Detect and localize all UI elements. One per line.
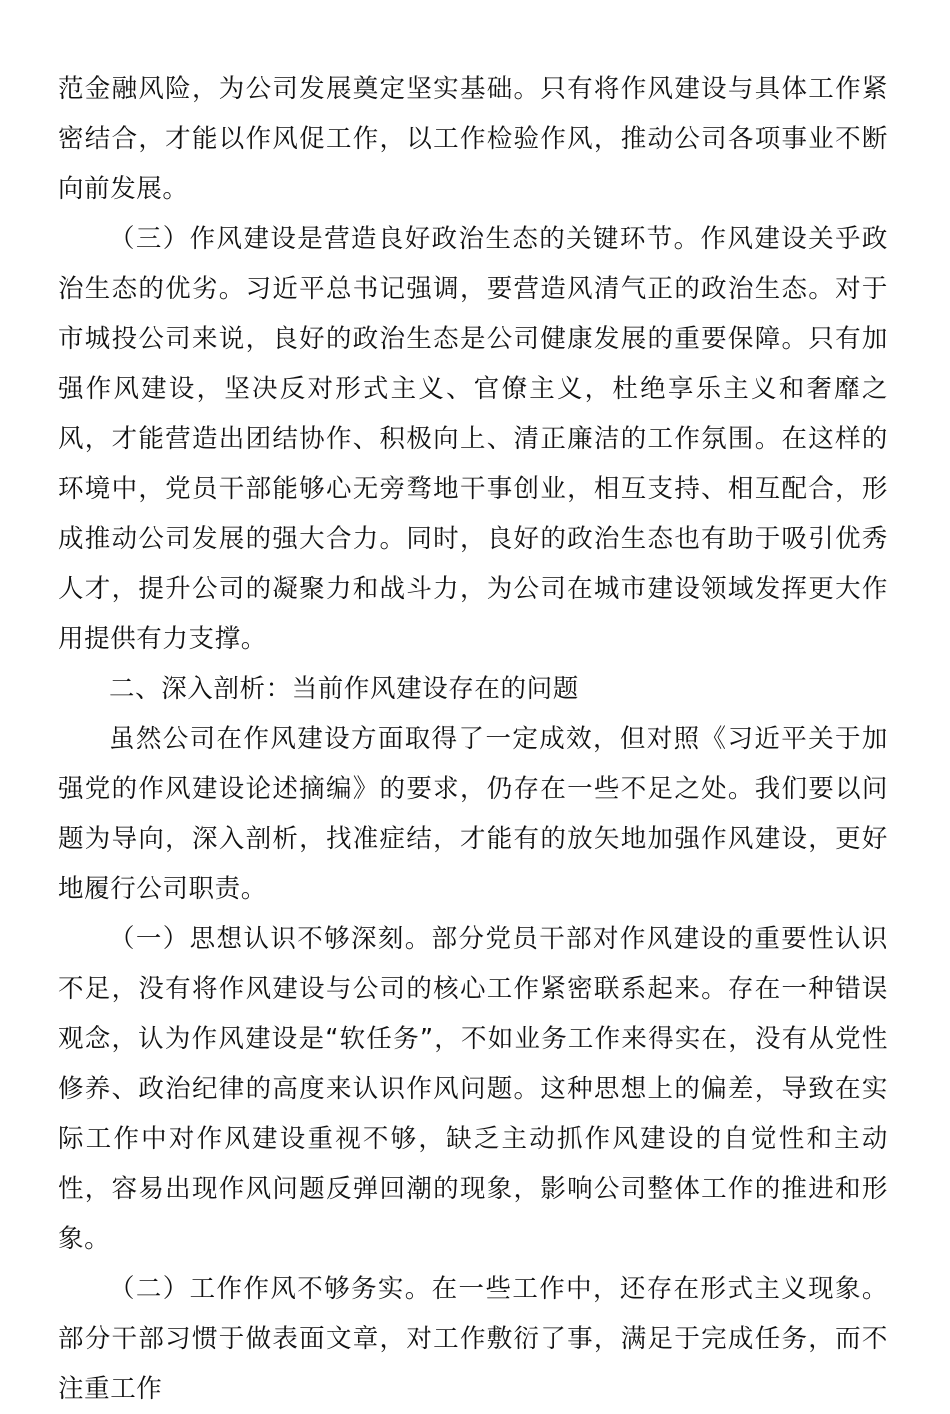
paragraph-intro: 虽然公司在作风建设方面取得了一定成效，但对照《习近平关于加强党的作风建设论述摘编》的要求，仍存在一些不足之处。我们要以问题为导向，深入剖析，找准症结，才能有的放矢地加强作风建设，更好地履行公司职责。 bbox=[58, 724, 888, 904]
document-page bbox=[58, 64, 888, 1414]
paragraph-work-style: （二）工作作风不够务实。在一些工作中，还存在形式主义现象。部分干部习惯于做表面文章，对工作敷衍了事，满足于完成任务，而不注重工作 bbox=[58, 1274, 888, 1404]
paragraph-thinking: （一）思想认识不够深刻。部分党员干部对作风建设的重要性认识不足，没有将作风建设与公司的核心工作紧密联系起来。存在一种错误观念，认为作风建设是“软任务”，不如业务工作来得实在，没有从党性修养、政治纪律的高度来认识作风问题。这种思想上的偏差，导致在实际工作中对作风建设重视不够，缺乏主动抓作风建设的自觉性和主动性，容易出现作风问题反弹回潮的现象，影响公司整体工作的推进和形象。 bbox=[58, 924, 888, 1254]
paragraph-continuation: 范金融风险，为公司发展奠定坚实基础。只有将作风建设与具体工作紧密结合，才能以作风促工作，以工作检验作风，推动公司各项事业不断向前发展。 bbox=[58, 74, 888, 204]
paragraph-political-ecology: （三）作风建设是营造良好政治生态的关键环节。作风建设关乎政治生态的优劣。习近平总书记强调，要营造风清气正的政治生态。对于市城投公司来说，良好的政治生态是公司健康发展的重要保障。只有加强作风建设，坚决反对形式主义、官僚主义，杜绝享乐主义和奢靡之风，才能营造出团结协作、积极向上、清正廉洁的工作氛围。在这样的环境中，党员干部能够心无旁骛地干事创业，相互支持、相互配合，形成推动公司发展的强大合力。同时，良好的政治生态也有助于吸引优秀人才，提升公司的凝聚力和战斗力，为公司在城市建设领域发挥更大作用提供有力支撑。 bbox=[58, 224, 888, 654]
section-heading: 二、深入剖析：当前作风建设存在的问题 bbox=[109, 674, 579, 704]
